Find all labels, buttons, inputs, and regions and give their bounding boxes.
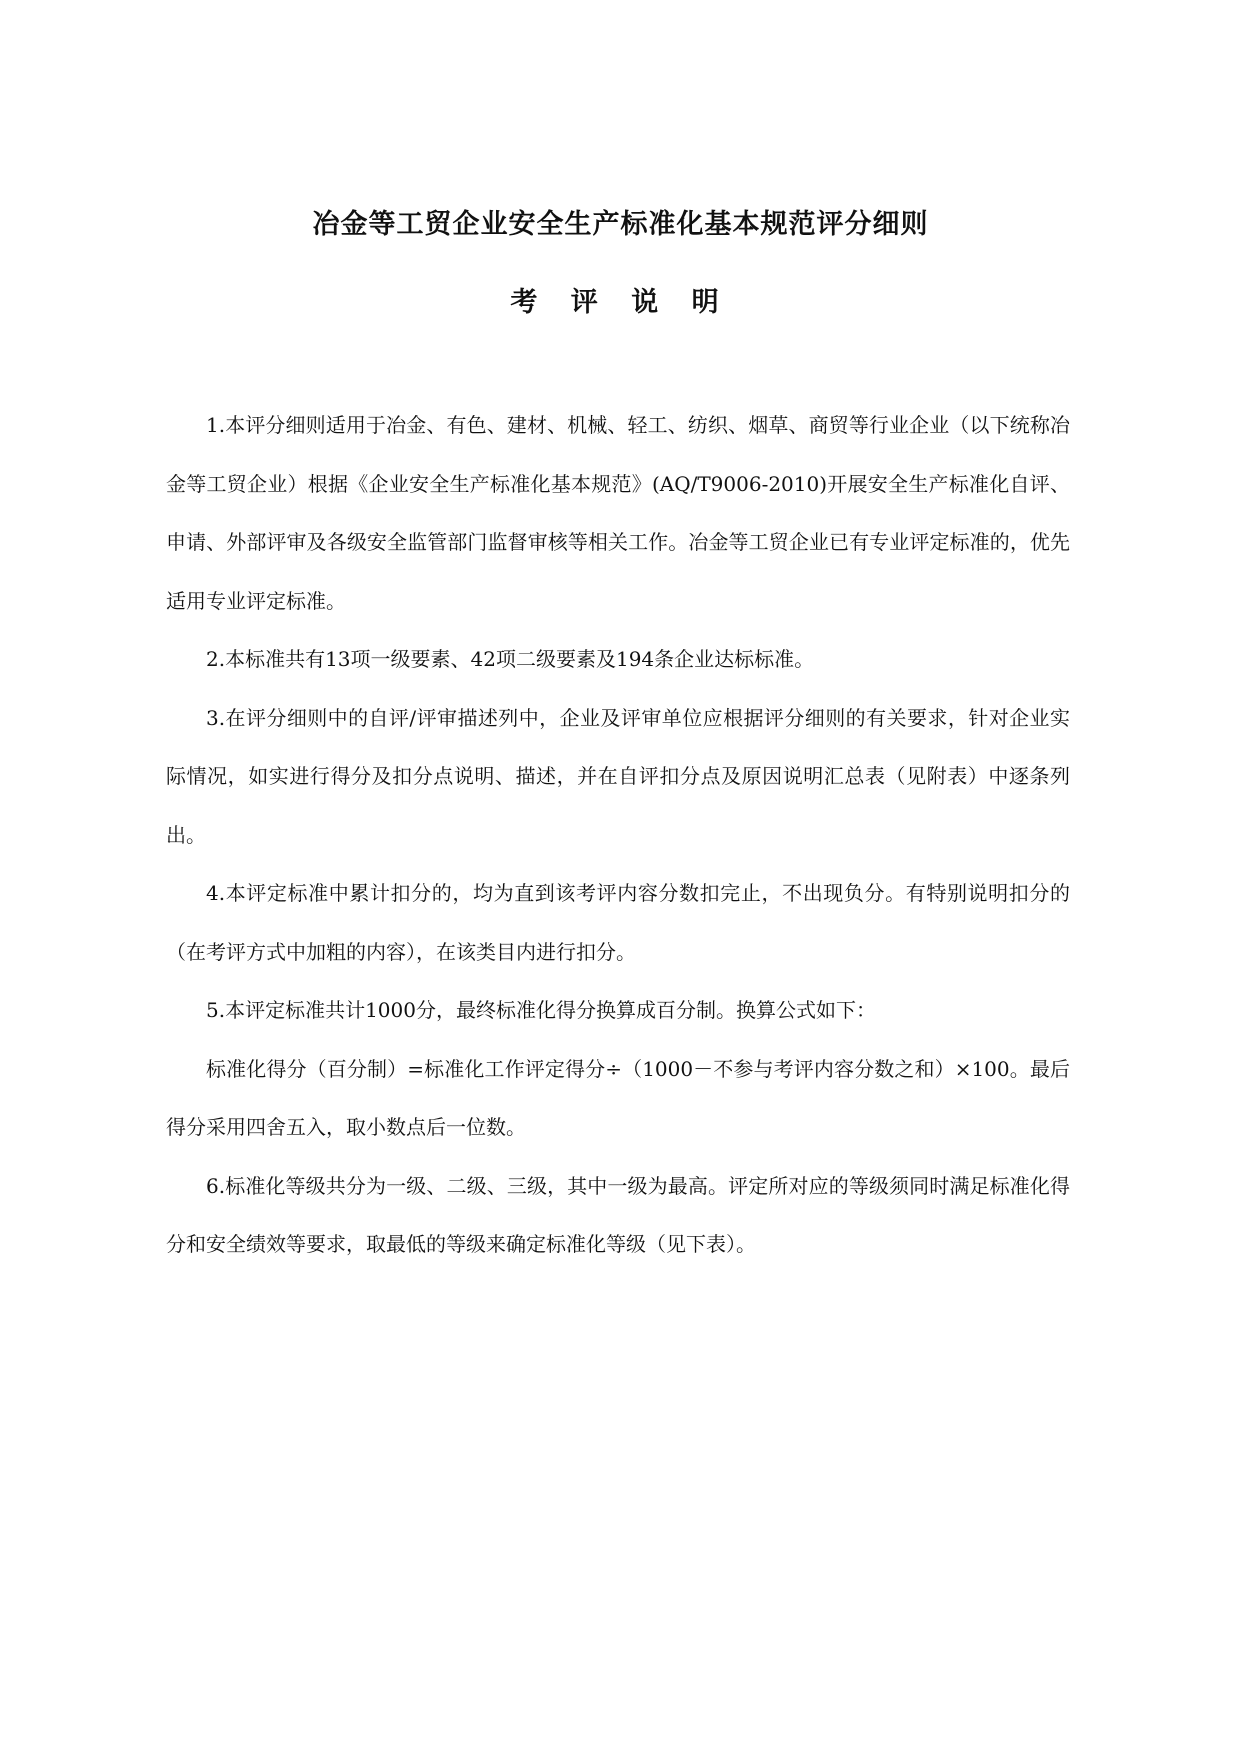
- paragraph-5: 5.本评定标准共计1000分，最终标准化得分换算成百分制。换算公式如下：: [206, 998, 876, 1022]
- document-body: [166, 396, 1070, 1274]
- paragraph-3: 3.在评分细则中的自评/评审描述列中，企业及评审单位应根据评分细则的有关要求，针对企业实际情况，如实进行得分及扣分点说明、描述，并在自评扣分点及原因说明汇总表（见附表）中逐条列出。: [166, 705, 1070, 847]
- document-subtitle: 考 评 说 明: [510, 287, 731, 318]
- formula-paragraph: 标准化得分（百分制）=标准化工作评定得分÷（1000－不参与考评内容分数之和）×100。最后得分采用四舍五入，取小数点后一位数。: [166, 1056, 1070, 1139]
- paragraph-1: 1.本评分细则适用于冶金、有色、建材、机械、轻工、纺织、烟草、商贸等行业企业（以下统称冶金等工贸企业）根据《企业安全生产标准化基本规范》(AQ/T9006-2010)开展安全生产标准化自评、申请、外部评审及各级安全监管部门监督审核等相关工作。冶金等工贸企业已有专业评定标准的，优先适用专业评定标准。: [166, 413, 1070, 613]
- paragraph-2: 2.本标准共有13项一级要素、42项二级要素及194条企业达标标准。: [206, 647, 815, 671]
- paragraph-6: 6.标准化等级共分为一级、二级、三级，其中一级为最高。评定所对应的等级须同时满足标准化得分和安全绩效等要求，取最低的等级来确定标准化等级（见下表）。: [166, 1173, 1070, 1256]
- document-title: 冶金等工贸企业安全生产标准化基本规范评分细则: [312, 209, 929, 240]
- paragraph-4: 4.本评定标准中累计扣分的，均为直到该考评内容分数扣完止，不出现负分。有特别说明扣分的（在考评方式中加粗的内容），在该类目内进行扣分。: [166, 881, 1070, 964]
